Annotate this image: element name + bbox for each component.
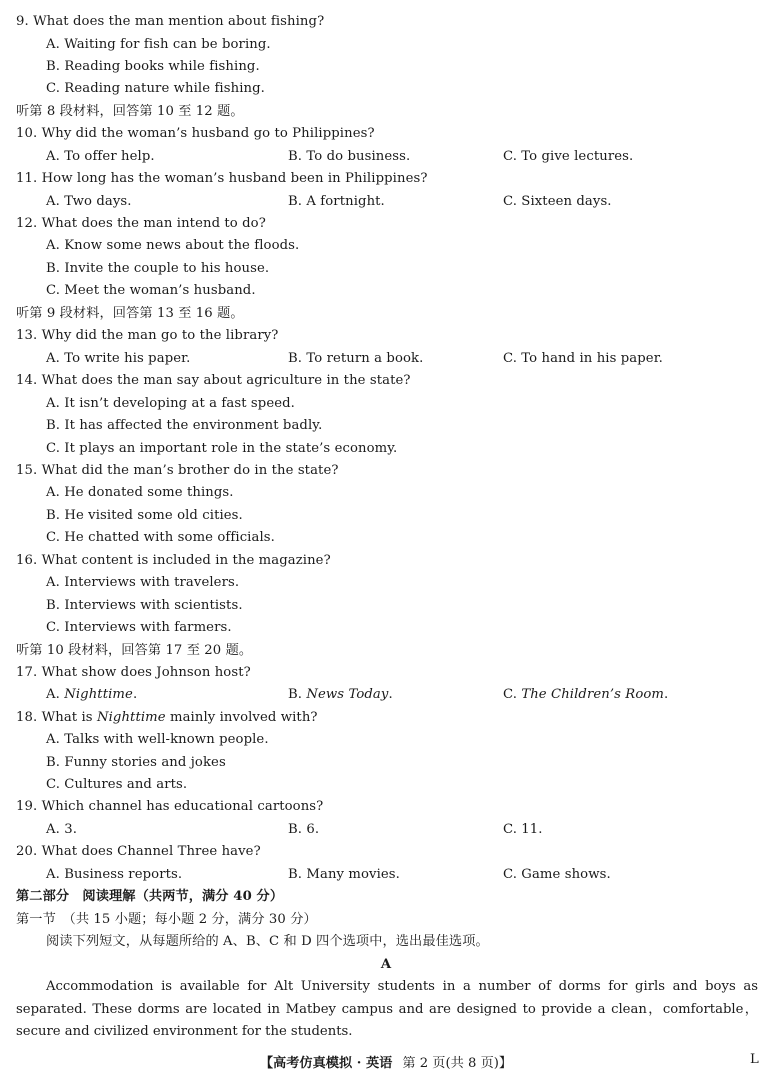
segment-8-header: 听第 8 段材料，回答第 10 至 12 题。 xyxy=(16,104,244,119)
passage-paragraph: Accommodation is available for Alt University students in a number of dorms for girls and boys as separated. These dorms are located in Matbey campus and are designed to provide a clean，comfortable，secure and civilized environment for the students. xyxy=(16,979,758,1039)
q11-option-b: B. A fortnight. xyxy=(288,194,385,209)
q16-option-a: A. Interviews with travelers. xyxy=(46,575,240,590)
question-18: 18. What is Nighttime mainly involved with? xyxy=(16,710,318,725)
section-1-title: 第一节 （共 15 小题；每小题 2 分，满分 30 分） xyxy=(16,912,317,927)
q20-option-b: B. Many movies. xyxy=(288,867,400,882)
q13-option-c: C. To hand in his paper. xyxy=(503,351,663,366)
q10-option-b: B. To do business. xyxy=(288,149,411,164)
question-9: 9. What does the man mention about fishing? xyxy=(16,14,325,29)
q18-option-c: C. Cultures and arts. xyxy=(46,777,188,792)
q14-option-b: B. It has affected the environment badly. xyxy=(46,418,323,433)
q14-option-a: A. It isn’t developing at a fast speed. xyxy=(46,396,295,411)
q18-option-a: A. Talks with well-known people. xyxy=(46,732,269,747)
part-2-title: 第二部分 阅读理解（共两节，满分 40 分） xyxy=(16,889,284,904)
q11-option-a: A. Two days. xyxy=(46,194,132,209)
segment-9-header: 听第 9 段材料，回答第 13 至 16 题。 xyxy=(16,306,244,321)
q9-option-a: A. Waiting for fish can be boring. xyxy=(46,37,271,52)
question-13: 13. Why did the man go to the library? xyxy=(16,328,279,343)
q19-option-a: A. 3. xyxy=(46,822,77,837)
q9-option-c: C. Reading nature while fishing. xyxy=(46,81,265,96)
q20-option-c: C. Game shows. xyxy=(503,867,611,882)
footer-page-number: 第 2 页(共 8 页)】 xyxy=(402,1056,513,1071)
q9-option-b: B. Reading books while fishing. xyxy=(46,59,260,74)
q15-option-a: A. He donated some things. xyxy=(46,485,234,500)
q14-option-c: C. It plays an important role in the state’s economy. xyxy=(46,441,398,456)
q17-option-b: B. News Today. xyxy=(288,687,393,702)
question-14: 14. What does the man say about agriculture in the state? xyxy=(16,373,411,388)
q19-option-c: C. 11. xyxy=(503,822,543,837)
question-10: 10. Why did the woman’s husband go to Philippines? xyxy=(16,126,375,141)
q16-option-b: B. Interviews with scientists. xyxy=(46,598,243,613)
question-11: 11. How long has the woman’s husband been in Philippines? xyxy=(16,171,428,186)
q17-option-a: A. Nighttime. xyxy=(46,687,138,702)
q13-option-a: A. To write his paper. xyxy=(46,351,191,366)
q16-option-c: C. Interviews with farmers. xyxy=(46,620,232,635)
q13-option-b: B. To return a book. xyxy=(288,351,424,366)
question-15: 15. What did the man’s brother do in the state? xyxy=(16,463,339,478)
q10-option-c: C. To give lectures. xyxy=(503,149,634,164)
segment-10-header: 听第 10 段材料，回答第 17 至 20 题。 xyxy=(16,643,253,658)
q11-option-c: C. Sixteen days. xyxy=(503,194,612,209)
question-16: 16. What content is included in the magazine? xyxy=(16,553,331,568)
corner-mark: L xyxy=(750,1052,759,1067)
q12-option-a: A. Know some news about the floods. xyxy=(46,238,300,253)
question-17: 17. What show does Johnson host? xyxy=(16,665,251,680)
q19-option-b: B. 6. xyxy=(288,822,320,837)
q12-option-b: B. Invite the couple to his house. xyxy=(46,261,270,276)
passage-letter: A xyxy=(380,957,392,972)
footer-title: 【高考仿真模拟 · 英语 xyxy=(259,1056,393,1071)
q15-option-b: B. He visited some old cities. xyxy=(46,508,243,523)
q18-option-b: B. Funny stories and jokes xyxy=(46,755,226,770)
question-19: 19. Which channel has educational cartoons? xyxy=(16,799,324,814)
q15-option-c: C. He chatted with some officials. xyxy=(46,530,275,545)
q17-option-c: C. The Children’s Room. xyxy=(503,687,669,702)
question-20: 20. What does Channel Three have? xyxy=(16,844,261,859)
q20-option-a: A. Business reports. xyxy=(46,867,183,882)
question-12: 12. What does the man intend to do? xyxy=(16,216,266,231)
reading-instruction: 阅读下列短文，从每题所给的 A、B、C 和 D 四个选项中，选出最佳选项。 xyxy=(46,934,489,949)
q12-option-c: C. Meet the woman’s husband. xyxy=(46,283,256,298)
page-footer xyxy=(0,1052,772,1071)
q10-option-a: A. To offer help. xyxy=(46,149,155,164)
